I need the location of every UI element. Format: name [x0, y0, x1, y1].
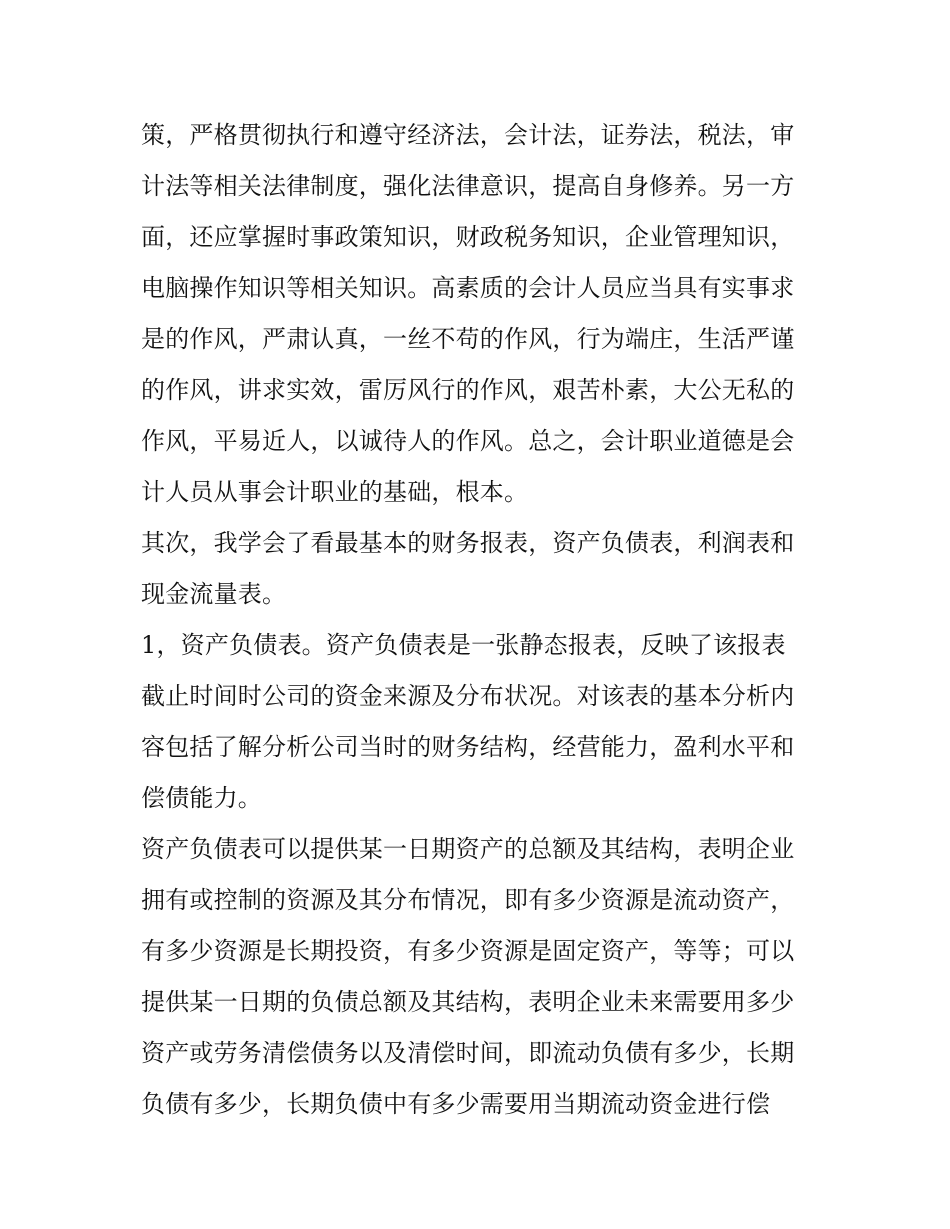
text-line: 是的作风，严肃认真，一丝不苟的作风，行为端庄，生活严谨: [141, 325, 795, 353]
text-line: 1，资产负债表。资产负债表是一张静态报表，反映了该报表: [141, 631, 786, 659]
text-line: 电脑操作知识等相关知识。高素质的会计人员应当具有实事求: [141, 274, 795, 302]
text-line: 资产或劳务清偿债务以及清偿时间，即流动负债有多少，长期: [141, 1039, 795, 1067]
text-line: 其次，我学会了看最基本的财务报表，资产负债表，利润表和: [141, 529, 795, 557]
text-line: 偿债能力。: [141, 784, 262, 812]
text-line: 容包括了解分析公司当时的财务结构，经营能力，盈利水平和: [141, 733, 795, 761]
text-line: 资产负债表可以提供某一日期资产的总额及其结构，表明企业: [141, 835, 795, 863]
text-line: 有多少资源是长期投资，有多少资源是固定资产，等等；可以: [141, 937, 795, 965]
text-line: 作风，平易近人，以诚待人的作风。总之，会计职业道德是会: [141, 427, 795, 455]
text-line: 策，严格贯彻执行和遵守经济法，会计法，证券法，税法，审: [141, 121, 795, 149]
text-line: 负债有多少，长期负债中有多少需要用当期流动资金进行偿: [141, 1090, 771, 1118]
text-line: 现金流量表。: [141, 580, 287, 608]
text-line: 拥有或控制的资源及其分布情况，即有多少资源是流动资产，: [141, 886, 795, 914]
text-line: 截止时间时公司的资金来源及分布状况。对该表的基本分析内: [141, 682, 795, 710]
text-line: 计法等相关法律制度，强化法律意识，提高自身修养。另一方: [141, 172, 795, 200]
body-text: [141, 110, 817, 1130]
text-line: 计人员从事会计职业的基础，根本。: [141, 478, 529, 506]
text-line: 面，还应掌握时事政策知识，财政税务知识，企业管理知识，: [141, 223, 795, 251]
text-line: 提供某一日期的负债总额及其结构，表明企业未来需要用多少: [141, 988, 795, 1016]
text-line: 的作风，讲求实效，雷厉风行的作风，艰苦朴素，大公无私的: [141, 376, 795, 404]
